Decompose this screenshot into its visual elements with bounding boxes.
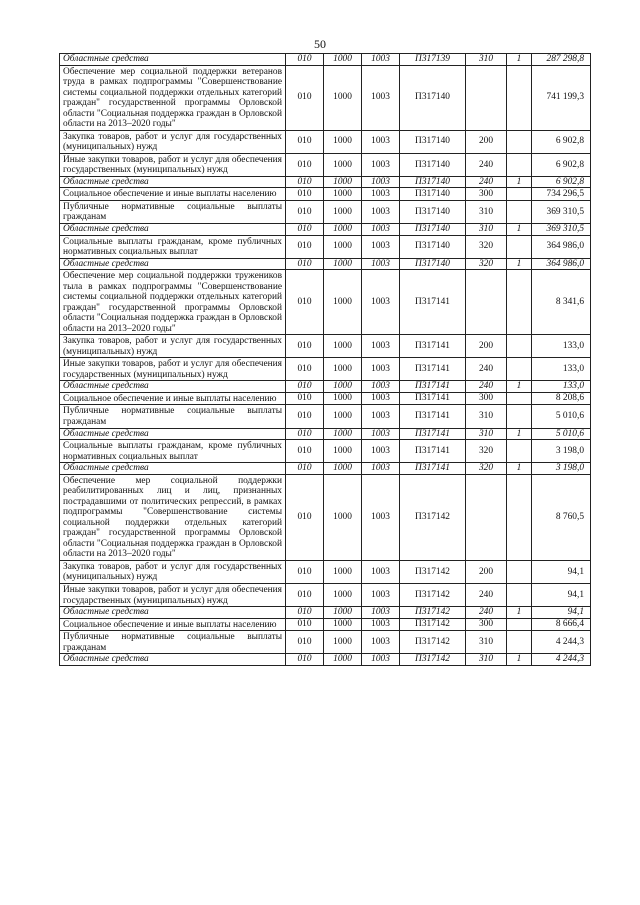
amount-cell: 369 310,5 [532,200,591,223]
item-name-cell: Обеспечение мер социальной поддержки ветеранов труда в рамках подпрограммы "Совершенствование системы социальной поддержки отдельных категорий граждан" государственной программы Орловской области "Социальная поддержка граждан в Орловской области на 2013–2020 годы" [60,65,286,130]
subsection-code-cell: 1003 [362,428,400,440]
ministry-code-cell: 010 [286,358,324,381]
section-code-cell: 1000 [324,392,362,405]
table-row [60,270,591,335]
table-row [60,153,591,176]
section-code-cell: 1000 [324,54,362,66]
subsection-code-cell: 1003 [362,631,400,654]
expense-type-code-cell: 320 [466,463,507,475]
funding-source-code-cell: 1 [507,258,532,270]
funding-source-code-cell: 1 [507,654,532,666]
amount-cell: 8 208,6 [532,392,591,405]
item-name-cell: Иные закупки товаров, работ и услуг для обеспечения государственных (муниципальных) нужд [60,583,286,606]
item-name-cell: Иные закупки товаров, работ и услуг для обеспечения государственных (муниципальных) нужд [60,153,286,176]
expense-type-code-cell [466,270,507,335]
amount-cell: 94,1 [532,607,591,619]
funding-source-code-cell [507,235,532,258]
subsection-code-cell: 1003 [362,270,400,335]
expense-type-code-cell: 240 [466,381,507,393]
ministry-code-cell: 010 [286,583,324,606]
target-article-code-cell: П317141 [400,440,466,463]
expense-type-code-cell: 310 [466,631,507,654]
table-row [60,631,591,654]
subsection-code-cell: 1003 [362,258,400,270]
funding-source-code-cell: 1 [507,428,532,440]
subsection-code-cell: 1003 [362,583,400,606]
expense-type-code-cell [466,65,507,130]
ministry-code-cell: 010 [286,235,324,258]
amount-cell: 8 760,5 [532,474,591,560]
regional-funds-row [60,428,591,440]
funding-source-code-cell: 1 [507,54,532,66]
amount-cell: 5 010,6 [532,405,591,428]
ministry-code-cell: 010 [286,335,324,358]
expense-type-code-cell: 310 [466,200,507,223]
funding-source-code-cell [507,440,532,463]
item-name-cell: Областные средства [60,381,286,393]
funding-source-code-cell [507,583,532,606]
ministry-code-cell: 010 [286,65,324,130]
table-row [60,440,591,463]
section-code-cell: 1000 [324,631,362,654]
funding-source-code-cell [507,130,532,153]
section-code-cell: 1000 [324,607,362,619]
ministry-code-cell: 010 [286,223,324,235]
regional-funds-row [60,54,591,66]
subsection-code-cell: 1003 [362,654,400,666]
funding-source-code-cell: 1 [507,463,532,475]
item-name-cell: Социальное обеспечение и иные выплаты населению [60,188,286,201]
ministry-code-cell: 010 [286,270,324,335]
item-name-cell: Публичные нормативные социальные выплаты гражданам [60,200,286,223]
item-name-cell: Областные средства [60,223,286,235]
target-article-code-cell: П317140 [400,200,466,223]
budget-table [59,53,591,666]
ministry-code-cell: 010 [286,474,324,560]
regional-funds-row [60,654,591,666]
ministry-code-cell: 010 [286,440,324,463]
expense-type-code-cell: 320 [466,258,507,270]
target-article-code-cell: П317140 [400,188,466,201]
item-name-cell: Областные средства [60,54,286,66]
subsection-code-cell: 1003 [362,335,400,358]
target-article-code-cell: П317140 [400,258,466,270]
expense-type-code-cell: 200 [466,560,507,583]
item-name-cell: Социальные выплаты гражданам, кроме публичных нормативных социальных выплат [60,440,286,463]
expense-type-code-cell: 200 [466,335,507,358]
target-article-code-cell: П317140 [400,65,466,130]
funding-source-code-cell [507,200,532,223]
funding-source-code-cell [507,270,532,335]
funding-source-code-cell [507,474,532,560]
section-code-cell: 1000 [324,270,362,335]
subsection-code-cell: 1003 [362,474,400,560]
target-article-code-cell: П317141 [400,270,466,335]
expense-type-code-cell: 310 [466,405,507,428]
funding-source-code-cell [507,65,532,130]
amount-cell: 5 010,6 [532,428,591,440]
expense-type-code-cell: 200 [466,130,507,153]
table-row [60,583,591,606]
expense-type-code-cell: 240 [466,358,507,381]
subsection-code-cell: 1003 [362,223,400,235]
amount-cell: 94,1 [532,583,591,606]
table-row [60,335,591,358]
amount-cell: 741 199,3 [532,65,591,130]
target-article-code-cell: П317140 [400,176,466,188]
section-code-cell: 1000 [324,153,362,176]
item-name-cell: Публичные нормативные социальные выплаты гражданам [60,631,286,654]
section-code-cell: 1000 [324,335,362,358]
target-article-code-cell: П317141 [400,463,466,475]
target-article-code-cell: П317140 [400,235,466,258]
page-number: 50 [314,37,326,51]
subsection-code-cell: 1003 [362,358,400,381]
ministry-code-cell: 010 [286,607,324,619]
funding-source-code-cell [507,405,532,428]
expense-type-code-cell: 300 [466,618,507,631]
target-article-code-cell: П317139 [400,54,466,66]
subsection-code-cell: 1003 [362,392,400,405]
ministry-code-cell: 010 [286,130,324,153]
expense-type-code-cell: 320 [466,440,507,463]
funding-source-code-cell [507,631,532,654]
target-article-code-cell: П317141 [400,392,466,405]
target-article-code-cell: П317140 [400,130,466,153]
expense-type-code-cell: 240 [466,607,507,619]
amount-cell: 133,0 [532,381,591,393]
subsection-code-cell: 1003 [362,188,400,201]
regional-funds-row [60,381,591,393]
subsection-code-cell: 1003 [362,618,400,631]
subsection-code-cell: 1003 [362,54,400,66]
table-row [60,188,591,201]
regional-funds-row [60,463,591,475]
amount-cell: 4 244,3 [532,654,591,666]
item-name-cell: Иные закупки товаров, работ и услуг для обеспечения государственных (муниципальных) нужд [60,358,286,381]
subsection-code-cell: 1003 [362,200,400,223]
section-code-cell: 1000 [324,130,362,153]
target-article-code-cell: П317142 [400,607,466,619]
section-code-cell: 1000 [324,223,362,235]
section-code-cell: 1000 [324,560,362,583]
target-article-code-cell: П317141 [400,381,466,393]
table-body [60,54,591,666]
target-article-code-cell: П317142 [400,583,466,606]
regional-funds-row [60,258,591,270]
item-name-cell: Социальное обеспечение и иные выплаты населению [60,392,286,405]
funding-source-code-cell [507,560,532,583]
target-article-code-cell: П317141 [400,358,466,381]
ministry-code-cell: 010 [286,463,324,475]
target-article-code-cell: П317142 [400,474,466,560]
amount-cell: 6 902,8 [532,130,591,153]
item-name-cell: Публичные нормативные социальные выплаты гражданам [60,405,286,428]
ministry-code-cell: 010 [286,54,324,66]
target-article-code-cell: П317141 [400,405,466,428]
funding-source-code-cell: 1 [507,381,532,393]
subsection-code-cell: 1003 [362,607,400,619]
subsection-code-cell: 1003 [362,130,400,153]
ministry-code-cell: 010 [286,560,324,583]
subsection-code-cell: 1003 [362,405,400,428]
expense-type-code-cell: 300 [466,188,507,201]
section-code-cell: 1000 [324,258,362,270]
ministry-code-cell: 010 [286,188,324,201]
ministry-code-cell: 010 [286,258,324,270]
section-code-cell: 1000 [324,583,362,606]
section-code-cell: 1000 [324,405,362,428]
ministry-code-cell: 010 [286,428,324,440]
funding-source-code-cell: 1 [507,176,532,188]
item-name-cell: Областные средства [60,654,286,666]
item-name-cell: Областные средства [60,607,286,619]
ministry-code-cell: 010 [286,392,324,405]
amount-cell: 133,0 [532,358,591,381]
target-article-code-cell: П317142 [400,631,466,654]
subsection-code-cell: 1003 [362,235,400,258]
amount-cell: 8 341,6 [532,270,591,335]
amount-cell: 287 298,8 [532,54,591,66]
amount-cell: 133,0 [532,335,591,358]
item-name-cell: Областные средства [60,258,286,270]
amount-cell: 734 296,5 [532,188,591,201]
section-code-cell: 1000 [324,358,362,381]
target-article-code-cell: П317140 [400,153,466,176]
subsection-code-cell: 1003 [362,176,400,188]
table-row [60,65,591,130]
section-code-cell: 1000 [324,200,362,223]
section-code-cell: 1000 [324,235,362,258]
funding-source-code-cell: 1 [507,607,532,619]
expense-type-code-cell: 300 [466,392,507,405]
expense-type-code-cell: 240 [466,153,507,176]
table-row [60,560,591,583]
amount-cell: 4 244,3 [532,631,591,654]
subsection-code-cell: 1003 [362,463,400,475]
section-code-cell: 1000 [324,463,362,475]
item-name-cell: Закупка товаров, работ и услуг для государственных (муниципальных) нужд [60,335,286,358]
funding-source-code-cell [507,358,532,381]
table-row [60,130,591,153]
section-code-cell: 1000 [324,176,362,188]
amount-cell: 364 986,0 [532,258,591,270]
expense-type-code-cell: 310 [466,54,507,66]
expense-type-code-cell: 310 [466,654,507,666]
section-code-cell: 1000 [324,618,362,631]
subsection-code-cell: 1003 [362,381,400,393]
ministry-code-cell: 010 [286,176,324,188]
ministry-code-cell: 010 [286,153,324,176]
amount-cell: 6 902,8 [532,176,591,188]
ministry-code-cell: 010 [286,618,324,631]
subsection-code-cell: 1003 [362,153,400,176]
table-row [60,200,591,223]
table-row [60,235,591,258]
funding-source-code-cell: 1 [507,223,532,235]
ministry-code-cell: 010 [286,200,324,223]
ministry-code-cell: 010 [286,631,324,654]
item-name-cell: Областные средства [60,176,286,188]
expense-type-code-cell: 320 [466,235,507,258]
funding-source-code-cell [507,392,532,405]
item-name-cell: Областные средства [60,428,286,440]
ministry-code-cell: 010 [286,654,324,666]
target-article-code-cell: П317141 [400,335,466,358]
funding-source-code-cell [507,618,532,631]
table-row [60,392,591,405]
expense-type-code-cell: 310 [466,428,507,440]
expense-type-code-cell: 240 [466,176,507,188]
amount-cell: 369 310,5 [532,223,591,235]
target-article-code-cell: П317141 [400,428,466,440]
funding-source-code-cell [507,335,532,358]
ministry-code-cell: 010 [286,405,324,428]
target-article-code-cell: П317142 [400,654,466,666]
amount-cell: 364 986,0 [532,235,591,258]
target-article-code-cell: П317142 [400,560,466,583]
table-row [60,474,591,560]
expense-type-code-cell: 310 [466,223,507,235]
section-code-cell: 1000 [324,65,362,130]
amount-cell: 94,1 [532,560,591,583]
subsection-code-cell: 1003 [362,560,400,583]
item-name-cell: Закупка товаров, работ и услуг для государственных (муниципальных) нужд [60,130,286,153]
regional-funds-row [60,223,591,235]
section-code-cell: 1000 [324,428,362,440]
item-name-cell: Социальные выплаты гражданам, кроме публичных нормативных социальных выплат [60,235,286,258]
expense-type-code-cell: 240 [466,583,507,606]
subsection-code-cell: 1003 [362,65,400,130]
section-code-cell: 1000 [324,381,362,393]
funding-source-code-cell [507,153,532,176]
amount-cell: 6 902,8 [532,153,591,176]
amount-cell: 3 198,0 [532,440,591,463]
table-row [60,358,591,381]
item-name-cell: Закупка товаров, работ и услуг для государственных (муниципальных) нужд [60,560,286,583]
section-code-cell: 1000 [324,188,362,201]
section-code-cell: 1000 [324,474,362,560]
subsection-code-cell: 1003 [362,440,400,463]
target-article-code-cell: П317142 [400,618,466,631]
item-name-cell: Социальное обеспечение и иные выплаты населению [60,618,286,631]
table-row [60,618,591,631]
item-name-cell: Областные средства [60,463,286,475]
table-row [60,405,591,428]
regional-funds-row [60,176,591,188]
regional-funds-row [60,607,591,619]
item-name-cell: Обеспечение мер социальной поддержки тружеников тыла в рамках подпрограммы "Совершенствование системы социальной поддержки отдельных категорий граждан" государственной программы Орловской области "Социальная поддержка граждан в Орловской области на 2013–2020 годы" [60,270,286,335]
amount-cell: 3 198,0 [532,463,591,475]
amount-cell: 8 666,4 [532,618,591,631]
funding-source-code-cell [507,188,532,201]
expense-type-code-cell [466,474,507,560]
section-code-cell: 1000 [324,654,362,666]
ministry-code-cell: 010 [286,381,324,393]
target-article-code-cell: П317140 [400,223,466,235]
section-code-cell: 1000 [324,440,362,463]
item-name-cell: Обеспечение мер социальной поддержки реабилитированных лиц и лиц, признанных пострадавшими от политических репрессий, в рамках подпрограммы "Совершенствование системы социальной поддержки отдельных категорий граждан" государственной программы Орловской области "Социальная поддержка граждан в Орловской области на 2013–2020 годы" [60,474,286,560]
